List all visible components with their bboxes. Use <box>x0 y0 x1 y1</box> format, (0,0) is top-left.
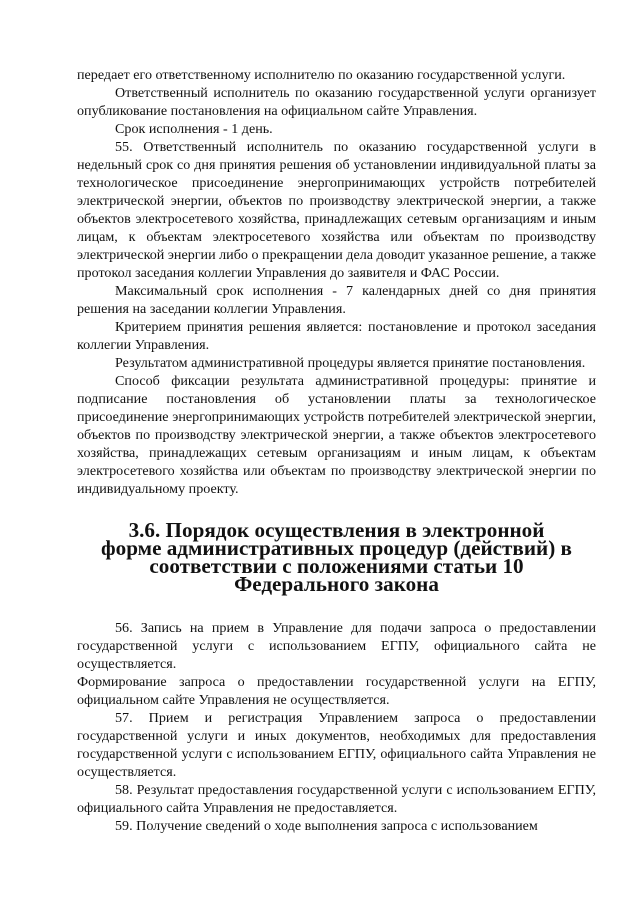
paragraph-deadline-1-day: Срок исполнения - 1 день. <box>115 121 273 137</box>
paragraph-continuation: передает его ответственному исполнителю по оказанию государственной услуги. <box>77 67 566 83</box>
paragraph-56: 56. Запись на прием в Управление для подачи запроса о предоставлении государственной услуги с использованием ЕГПУ, официального сайта не осуществляется. <box>77 620 596 672</box>
section-heading-3-6: 3.6. Порядок осуществления в электронной форме административных процедур (действий) в соответствии с положениями статьи 10 Федерального закона <box>101 518 572 596</box>
paragraph-publication: Ответственный исполнитель по оказанию государственной услуги организует опубликование постановления на официальном сайте Управления. <box>77 85 596 119</box>
paragraph-decision-criterion: Критерием принятия решения является: постановление и протокол заседания коллегии Управления. <box>77 319 596 353</box>
paragraph-fixation-method: Способ фиксации результата административной процедуры: принятие и подписание постановления об установлении платы за технологическое присоединение энергопринимающих устройств потребителей электрической энергии, объектов по производству электрической энергии, а также объектов электросетевого хозяйства, принадлежащих сетевым организациям и иным лицам, к объектам электросетевого хозяйства или объектам по производству электрической энергии по индивидуальному проекту. <box>77 373 596 497</box>
paragraph-request-forming: Формирование запроса о предоставлении государственной услуги на ЕГПУ, официальном сайте Управления не осуществляется. <box>77 674 596 708</box>
paragraph-57: 57. Прием и регистрация Управлением запроса о предоставлении государственной услуги и иных документов, необходимых для предоставления государственной услуги с использованием ЕГПУ, официального сайта Управления не осуществляется. <box>77 710 596 780</box>
paragraph-58: 58. Результат предоставления государственной услуги с использованием ЕГПУ, официального сайта Управления не предоставляется. <box>77 782 596 816</box>
paragraph-procedure-result: Результатом административной процедуры является принятие постановления. <box>115 355 586 371</box>
paragraph-55: 55. Ответственный исполнитель по оказанию государственной услуги в недельный срок со дня принятия решения об установлении индивидуальной платы за технологическое присоединение энергопринимающих устройств потребителей электрической энергии, объектов по производству электрической энергии, а также объектов электросетевого хозяйства, принадлежащих сетевым организациям и иным лицам, к объектам электросетевого хозяйства или объектам по производству электрической энергии либо о прекращении дела доводит указанное решение, а также протокол заседания коллегии Управления до заявителя и ФАС России. <box>77 139 596 281</box>
top-text-block <box>77 66 596 498</box>
bottom-text-block <box>77 619 596 835</box>
paragraph-59: 59. Получение сведений о ходе выполнения запроса с использованием <box>115 818 538 834</box>
paragraph-max-deadline: Максимальный срок исполнения - 7 календарных дней со дня принятия решения на заседании коллегии Управления. <box>77 283 596 317</box>
